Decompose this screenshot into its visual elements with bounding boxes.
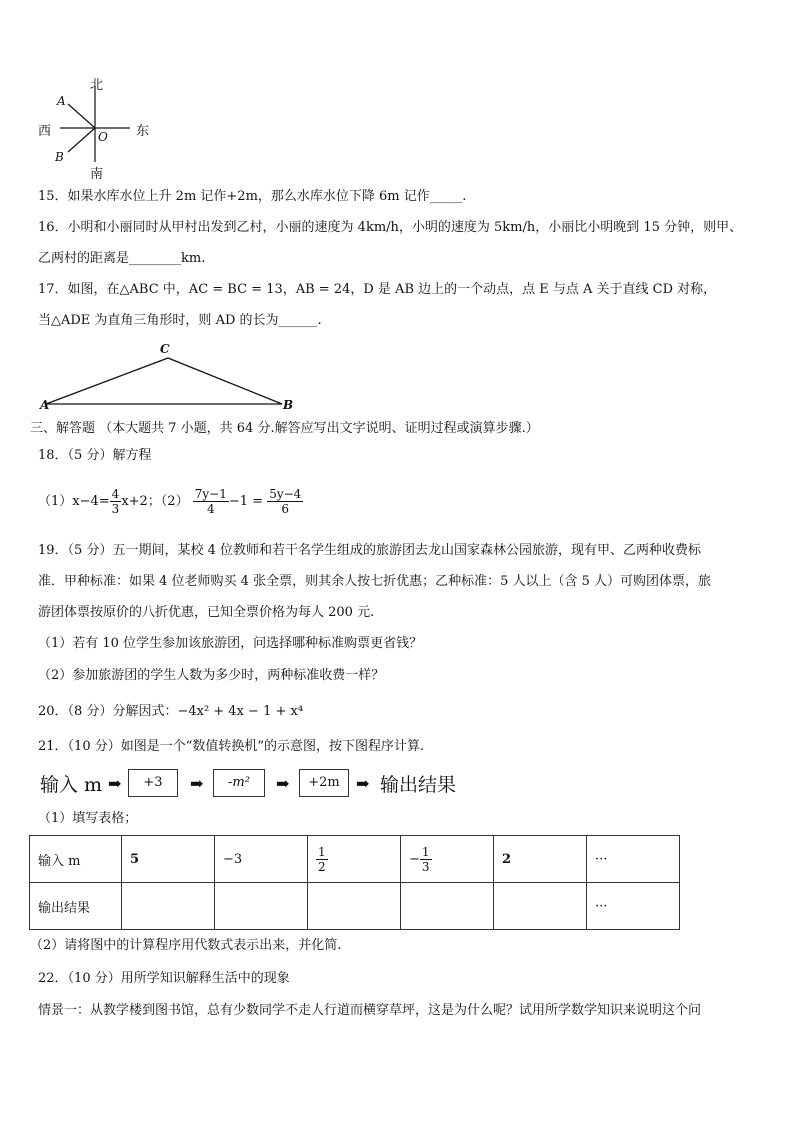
east-label: 东 — [136, 124, 150, 139]
question-20: 20．（8 分）分解因式：−4x² + 4x − 1 + x⁴ — [38, 704, 304, 719]
question-16-line2: 乙两村的距离是________km. — [38, 251, 206, 266]
point-b-label: B — [55, 150, 64, 164]
question-15: 15．如果水库水位上升 2m 记作+2m，那么水库水位下降 6m 记作_____. — [38, 189, 467, 204]
eq1-prefix: （1）x−4= — [38, 494, 110, 509]
table-row-output — [30, 883, 680, 930]
vertex-b-label: B — [283, 398, 294, 412]
north-label: 北 — [90, 78, 104, 93]
question-22-heading: 22．（10 分）用所学知识解释生活中的现象 — [38, 971, 290, 986]
arrow-right-icon: ➡ — [190, 774, 204, 793]
input-cell-5: 2 — [494, 836, 587, 883]
question-18-equations — [38, 482, 303, 522]
vertex-a-label: A — [40, 398, 50, 412]
input-cell-1: 5 — [122, 836, 215, 883]
step-box-2: -m² — [213, 769, 265, 797]
output-cell-3 — [308, 883, 401, 930]
input-cell-2: −3 — [215, 836, 308, 883]
row-label-input: 输入 m — [30, 836, 122, 883]
question-21-heading: 21．（10 分）如图是一个“数值转换机”的示意图，按下图程序计算. — [38, 739, 425, 754]
question-19-sub1: （1）若有 10 位学生参加该旅游团，问选择哪种标准购票更省钱？ — [38, 636, 423, 651]
question-19-line1: 19．（5 分）五一期间，某校 4 位教师和若干名学生组成的旅游团去龙山国家森林公园旅游，现有甲、乙两种收费标 — [38, 543, 701, 558]
question-21-sub2: （2）请将图中的计算程序用代数式表示出来，并化简. — [30, 938, 342, 953]
eq1-suffix: x+2；（2） — [121, 494, 189, 509]
section-3-heading: 三、解答题 （本大题共 7 小题，共 64 分.解答应写出文字说明、证明过程或演算步骤.） — [30, 421, 539, 436]
output-cell-5 — [494, 883, 587, 930]
eq2-middle: −1 = — [228, 494, 264, 509]
fraction-numerator: 5y−4 — [269, 487, 302, 501]
fraction-denominator: 3 — [111, 502, 120, 516]
fraction-5y-4-over-6 — [267, 487, 303, 516]
arrow-right-icon: ➡ — [276, 774, 290, 793]
origin-label: O — [98, 130, 108, 144]
fraction-7y-1-over-4 — [193, 487, 229, 516]
question-16-line1: 16．小明和小丽同时从甲村出发到乙村，小丽的速度为 4km/h，小明的速度为 5km/h，小丽比小明晚到 15 分钟，则甲、 — [38, 220, 743, 235]
machine-input-label: 输入 m — [40, 774, 103, 796]
fraction-numerator: 7y−1 — [194, 487, 227, 501]
conversion-table — [29, 835, 680, 930]
output-cell-1 — [122, 883, 215, 930]
table-row-input — [30, 836, 680, 883]
question-19-line2: 准．甲种标准：如果 4 位老师购买 4 张全票，则其余人按七折优惠；乙种标准：5 人以上（含 5 人）可购团体票，旅 — [38, 574, 712, 589]
question-22-line1: 情景一：从教学楼到图书馆，总有少数同学不走人行道而横穿草坪，这是为什么呢？试用所学数学知识来说明这个问 — [38, 1003, 702, 1018]
input-cell-4: − $\frac{1}{3}$ — [401, 836, 494, 883]
fraction-4-3 — [110, 487, 122, 516]
output-cell-2 — [215, 883, 308, 930]
question-19-sub2: （2）参加旅游团的学生人数为多少时，两种标准收费一样？ — [38, 668, 385, 683]
triangle-figure — [40, 352, 300, 412]
output-cell-6: ··· — [587, 883, 680, 930]
fraction-denominator: 6 — [281, 502, 290, 516]
west-label: 西 — [38, 124, 52, 139]
input-cell-3: $\frac{1}{2}$ — [308, 836, 401, 883]
step-box-1: +3 — [128, 769, 178, 797]
output-cell-4 — [401, 883, 494, 930]
arrow-right-icon: ➡ — [356, 774, 370, 793]
question-17-line2: 当△ADE 为直角三角形时，则 AD 的长为______. — [38, 313, 322, 328]
question-21-sub1: （1）填写表格； — [38, 811, 138, 826]
point-a-label: A — [57, 94, 66, 108]
question-17-line1: 17．如图，在△ABC 中，AC = BC = 13，AB = 24，D 是 AB 边上的一个动点，点 E 与点 A 关于直线 CD 对称， — [38, 282, 717, 297]
arrow-right-icon: ➡ — [108, 774, 122, 793]
row-label-output: 输出结果 — [30, 883, 122, 930]
fraction-numerator: 4 — [111, 487, 120, 501]
south-label: 南 — [90, 167, 104, 182]
input-cell-6: ··· — [587, 836, 680, 883]
vertex-c-label: C — [160, 342, 170, 356]
question-18-heading: 18．（5 分）解方程 — [38, 448, 152, 463]
fraction-denominator: 4 — [206, 502, 215, 516]
machine-output-label: 输出结果 — [380, 774, 457, 796]
question-19-line3: 游团体票按原价的八折优惠，已知全票价格为每人 200 元. — [38, 605, 375, 620]
step-box-3: +2m — [299, 769, 349, 797]
